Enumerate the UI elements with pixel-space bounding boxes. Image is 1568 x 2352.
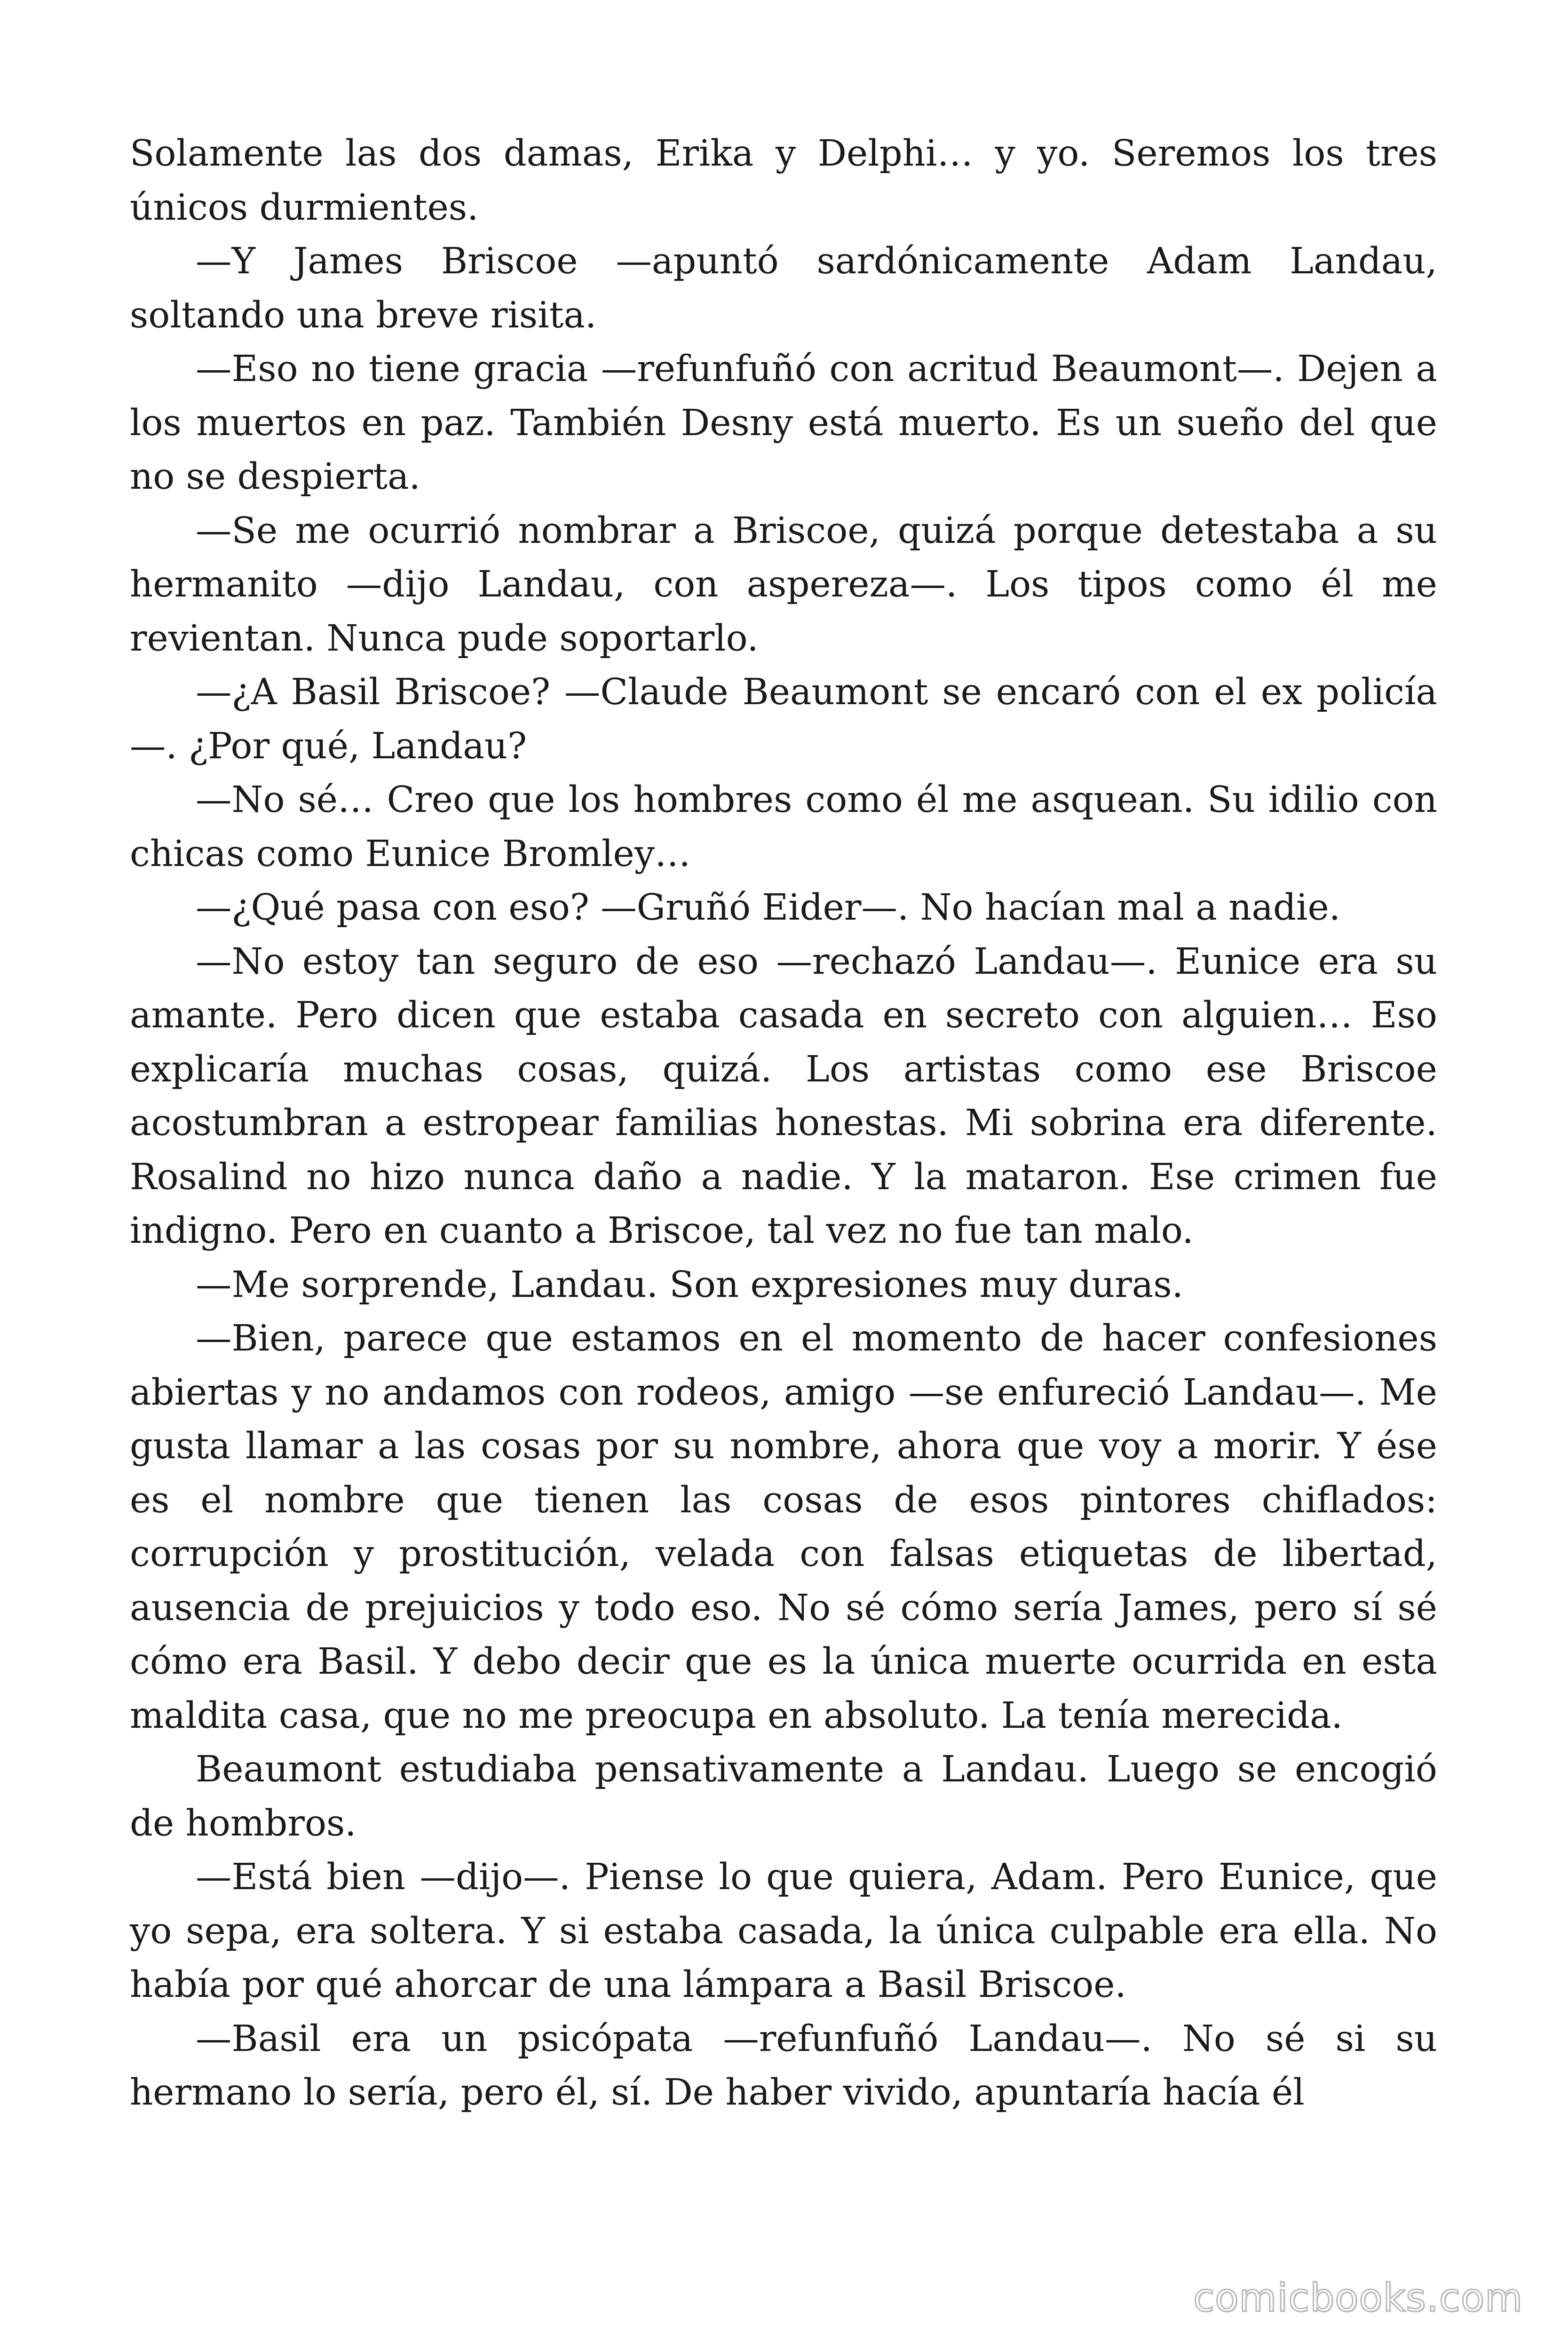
watermark: comicbooks.com bbox=[1193, 2276, 1523, 2320]
paragraph: Solamente las dos damas, Erika y Delphi… y yo. Seremos los tres únicos durmientes. bbox=[130, 133, 1437, 229]
paragraph: —Eso no tiene gracia —refunfuñó con acritud Beaumont—. Dejen a los muertos en paz. También Desny está muerto. Es un sueño del que no se despierta. bbox=[130, 348, 1437, 498]
paragraph: —Me sorprende, Landau. Son expresiones muy duras. bbox=[196, 1263, 1183, 1306]
paragraph: —¿Qué pasa con eso? —Gruñó Eider—. No hacían mal a nadie. bbox=[196, 887, 1341, 929]
paragraph: —Basil era un psicópata —refunfuñó Landau—. No sé si su hermano lo sería, pero él, sí. De haber vivido, apuntaría hacía él bbox=[130, 2018, 1437, 2114]
paragraph: —Bien, parece que estamos en el momento de hacer confesiones abiertas y no andamos con rodeos, amigo —se enfureció Landau—. Me gusta llamar a las cosas por su nombre, ahora que voy a morir. Y ése es el nombre que tienen las cosas de esos pintores chiflados: corrupción y prostitución, velada con falsas etiquetas de libertad, ausencia de prejuicios y todo eso. No sé cómo sería James, pero sí sé cómo era Basil. Y debo decir que es la única muerte ocurrida en esta maldita casa, que no me preocupa en absoluto. La tenía merecida. bbox=[130, 1318, 1437, 1737]
paragraph: —Está bien —dijo—. Piense lo que quiera, Adam. Pero Eunice, que yo sepa, era soltera. Y si estaba casada, la única culpable era ella. No había por qué ahorcar de una lámpara a Basil Briscoe. bbox=[130, 1856, 1437, 2006]
paragraph: Beaumont estudiaba pensativamente a Landau. Luego se encogió de hombros. bbox=[130, 1748, 1437, 1844]
paragraph: —Se me ocurrió nombrar a Briscoe, quizá porque detestaba a su hermanito —dijo Landau, con aspereza—. Los tipos como él me revientan. Nunca pude soportarlo. bbox=[130, 509, 1437, 660]
paragraph: —¿A Basil Briscoe? —Claude Beaumont se encaró con el ex policía—. ¿Por qué, Landau? bbox=[130, 671, 1437, 767]
paragraph: —Y James Briscoe —apuntó sardónicamente Adam Landau, soltando una breve risita. bbox=[130, 240, 1437, 336]
paragraph: —No sé… Creo que los hombres como él me asquean. Su idilio con chicas como Eunice Bromley… bbox=[130, 779, 1437, 875]
paragraph: —No estoy tan seguro de eso —rechazó Landau—. Eunice era su amante. Pero dicen que estaba casada en secreto con alguien… Eso explicaría muchas cosas, quizá. Los artistas como ese Briscoe acostumbran a estropear familias honestas. Mi sobrina era diferente. Rosalind no hizo nunca daño a nadie. Y la mataron. Ese crimen fue indigno. Pero en cuanto a Briscoe, tal vez no fue tan malo. bbox=[130, 940, 1437, 1252]
page-body bbox=[130, 127, 1437, 2120]
